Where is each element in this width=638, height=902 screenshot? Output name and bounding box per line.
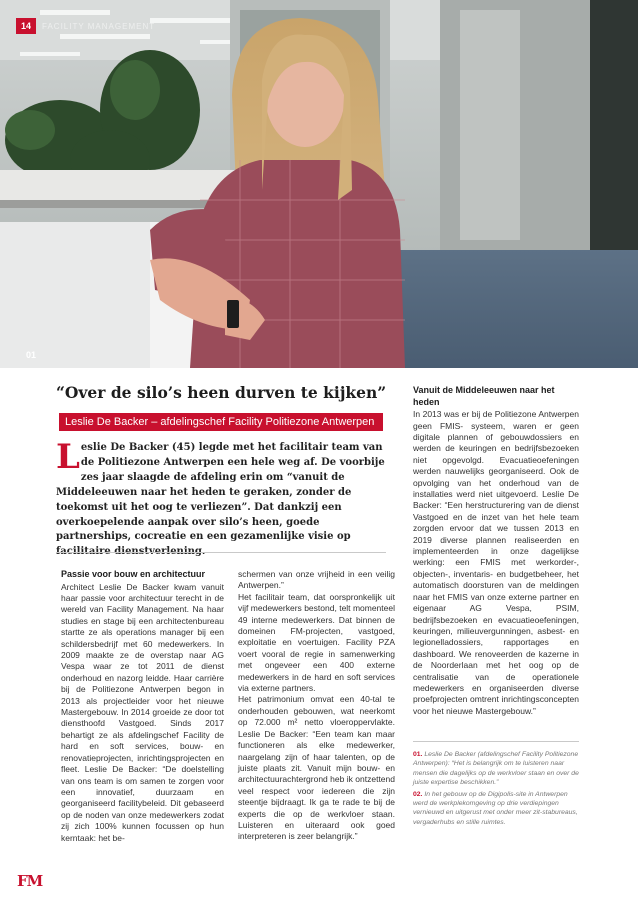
subheading-passie: Passie voor bouw en architectuur (61, 569, 206, 579)
photo-captions (413, 750, 579, 829)
portrait-illustration (0, 0, 638, 368)
caption-number: 01. (413, 751, 423, 758)
section-label: FACILITY MANAGEMENT (42, 21, 156, 31)
article-headline: “Over de silo’s heen durven te kijken” (56, 383, 387, 402)
column-3 (413, 385, 579, 717)
caption-text: In het gebouw op de Digipolis-site in Antwerpen werd de werkplekomgeving op drie verdiepingen vernieuwd en uitgerust met onder meer zit-stabureaus, vergaderhubs en stille ruimtes. (413, 790, 578, 826)
column-1 (61, 569, 224, 844)
captions-divider (413, 741, 579, 742)
lead-text: eslie De Backer (45) legde met het facilitair team van de Politiezone Antwerpen een hele weg af. De voorbije zes jaar slaagde de afdeling erin om “vanuit de Middeleeuwen naar het heden te geraken, zonder de toekomst uit het oog te verliezen”. Dat dankzij een overkoepelende aanpak over silo’s heen, goede partnerships, cocreatie en een gezamenlijke visie op facilitaire dienstverlening. (56, 442, 385, 558)
page-tab (16, 18, 155, 34)
column-2 (238, 569, 395, 843)
hero-photo (0, 0, 638, 368)
photo-number: 01 (26, 350, 37, 360)
subheading-middeleeuwen: Vanuit de Middeleeuwen naar het heden (413, 385, 555, 407)
caption-number: 02. (413, 790, 423, 798)
caption-item (413, 790, 579, 828)
column-3-text: In 2013 was er bij de Politiezone Antwerpen geen FMIS- systeem, waren er geen digitale plannen of gebouwdossiers en werden de keuringen en bedrijfsbezoeken niet opgevolgd. Evacuatieoefeningen werden nauwelijks georganiseerd. Ook de opvolging van het onderhoud van de installaties werd niet uitgevoerd. Leslie De Backer: “Een herstructurering van de dienst Vastgoed en de inzet van het hele team zorgden ervoor dat we tussen 2013 en 2019 diverse plannen realiseerden en implementeerden in onze dagelijkse werking: een FMIS met werkorder-, objecten-, inventaris- en budgetbeheer, het automatisch doorsturen van de meldingen naar het FMIS van onze externe partner en eigenaar AG Vespa, PSIM, bedrijfsbezoeken en evacuatieoefeningen, keuringen, milieuvergunningen, asbest- en legionelladossiers, rapportages en dashboard. We renoveerden de kazerne in de Noorderlaan met het oog op de centralisatie van de operationele medewerkers en organiseerden diverse proefprojecten omtrent inrichtingsconcepten voor het nieuwe Mastergebouw.” (413, 409, 579, 716)
column-2-text-1: schermen van onze vrijheid in een veilig Antwerpen.” (238, 569, 395, 591)
column-2-text-2: Het facilitair team, dat oorspronkelijk uit vijf medewerkers bestond, telt momenteel 49 interne medewerkers. Dat binnen de domeinen FM-projecten, vastgoed, exploitatie en voertuigen. Facility PZA voert vooral de regie in samenwerking met ongeveer een 400 externe medewerkers in de hard en soft services via externe partners. (238, 591, 395, 694)
lead-paragraph (56, 437, 386, 560)
caption-text: Leslie De Backer (afdelingschef Facility Politiezone Antwerpen): “Het is belangrijk om te luisteren naar mensen die dagelijks op de werkvloer staan en over de juiste expertise beschikken.” (413, 751, 579, 787)
column-1-text: Architect Leslie De Backer kwam vanuit haar passie voor architectuur terecht in de wereld van Facility Management. Na haar studies en stage bij een architectenbureau startte ze als operations manager bij een schildersbedrijf met 60 medewerkers. In 2009 maakte ze de overstap naar AG Vespa waar ze tot 2011 de dienst onderhoud en nazorg leidde. Haar carrière bij de Politiezone Antwerpen begon in 2013 als projectleider voor het nieuwe Mastergebouw. In 2014 groeide ze door tot diensthoofd Vastgoed. Sinds 2017 behartigt ze als afdelingschef Facility de hard en soft services, bouw- en renovatieprojecten, inrichtingsprojecten en fleet. Leslie De Backer: “De doelstelling van ons team is om samen te zorgen voor een innovatief, duurzaam en georganiseerd facilitybeleid. Dit gebaseerd op de noden van onze medewerkers zodat zij zich 100% kunnen focussen op hun kerntaak: het be- (61, 581, 224, 843)
page-number: 14 (16, 18, 36, 34)
caption-item (413, 750, 579, 788)
fm-logo: FM (17, 872, 43, 890)
lead-divider (56, 552, 386, 553)
drop-cap: L (56, 437, 80, 477)
column-2-text-3: Het patrimonium omvat een 40-tal te onderhouden gebouwen, wat neerkomt op 72.000 m² netto vloeroppervlakte. Leslie De Backer: “Een team kan maar functioneren als elke medewerker, naargelang zijn of haar talenten, op de juiste plaats zit. Vanuit mijn bouw- en architectuurachtergrond heb ik ontzettend veel respect voor iedereen die zijn steentje bijdraagt. Ik ga te rade te bij de experts die op de werkvloer staan. Luisteren en uiteraard ook goed interpreteren is zeer belangrijk.” (238, 694, 395, 842)
byline-bar: Leslie De Backer – afdelingschef Facility Politiezone Antwerpen (59, 413, 383, 431)
